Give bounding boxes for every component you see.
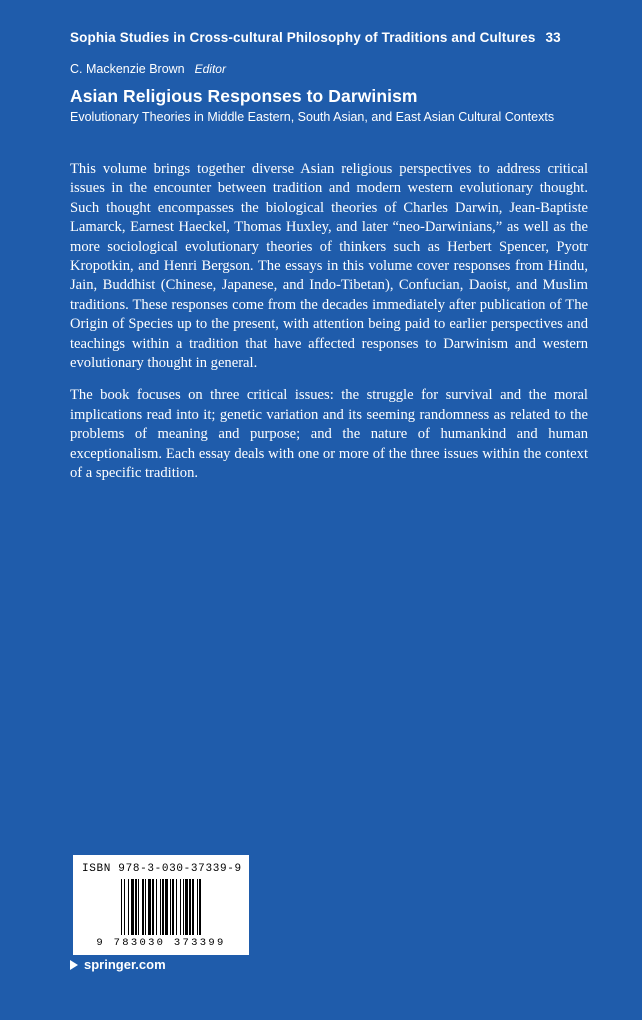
page-subtitle: Evolutionary Theories in Middle Eastern, South Asian, and East Asian Cultural Contexts <box>70 110 555 124</box>
publisher-label: springer.com <box>84 957 166 972</box>
publisher-logo[interactable] <box>70 957 166 972</box>
blurb-paragraph: This volume brings together diverse Asian religious perspectives to address critical issues in the encounter between tradition and modern western evolutionary thought. Such thought encompasses the biological theories of Charles Darwin, Jean-Baptiste Lamarck, Earnest Haeckel, Thomas Huxley, and later “neo-Darwinians,” as well as the more sociological evolutionary theories of thinkers such as Herbert Spencer, Pyotr Kropotkin, and Henri Bergson. The essays in this volume cover responses from Hindu, Jain, Buddhist (Chinese, Japanese, and Indo-Tibetan), Confucian, Daoist, and Muslim traditions. These responses come from the decades immediately after publication of The Origin of Species up to the present, with attention being paid to earlier perspectives and teachings within a tradition that have affected responses to Darwinism and western evolutionary thought in general. <box>70 161 588 372</box>
barcode-digits: 9 783030 373399 <box>96 937 226 949</box>
page-title: Asian Religious Responses to Darwinism <box>70 86 418 106</box>
isbn-label: ISBN 978-3-030-37339-9 <box>82 863 242 875</box>
play-triangle-icon <box>70 960 78 970</box>
blurb-paragraph: The book focuses on three critical issues: the struggle for survival and the moral implications read into it; genetic variation and its seeming randomness as related to the problems of meaning and purpose; and the nature of humankind and human exceptionalism. Each essay deals with one or more of the three issues within the context of a specific tradition. <box>70 387 588 482</box>
editor-name: C. Mackenzie Brown <box>70 62 185 76</box>
blurb-text <box>70 160 588 497</box>
series-line <box>70 30 590 45</box>
series-volume-number: 33 <box>545 30 561 45</box>
editor-line <box>70 62 226 76</box>
editor-role: Editor <box>194 62 226 76</box>
barcode-bars <box>82 879 240 935</box>
series-name: Sophia Studies in Cross-cultural Philosophy of Traditions and Cultures <box>70 30 536 45</box>
barcode-block <box>73 855 249 955</box>
